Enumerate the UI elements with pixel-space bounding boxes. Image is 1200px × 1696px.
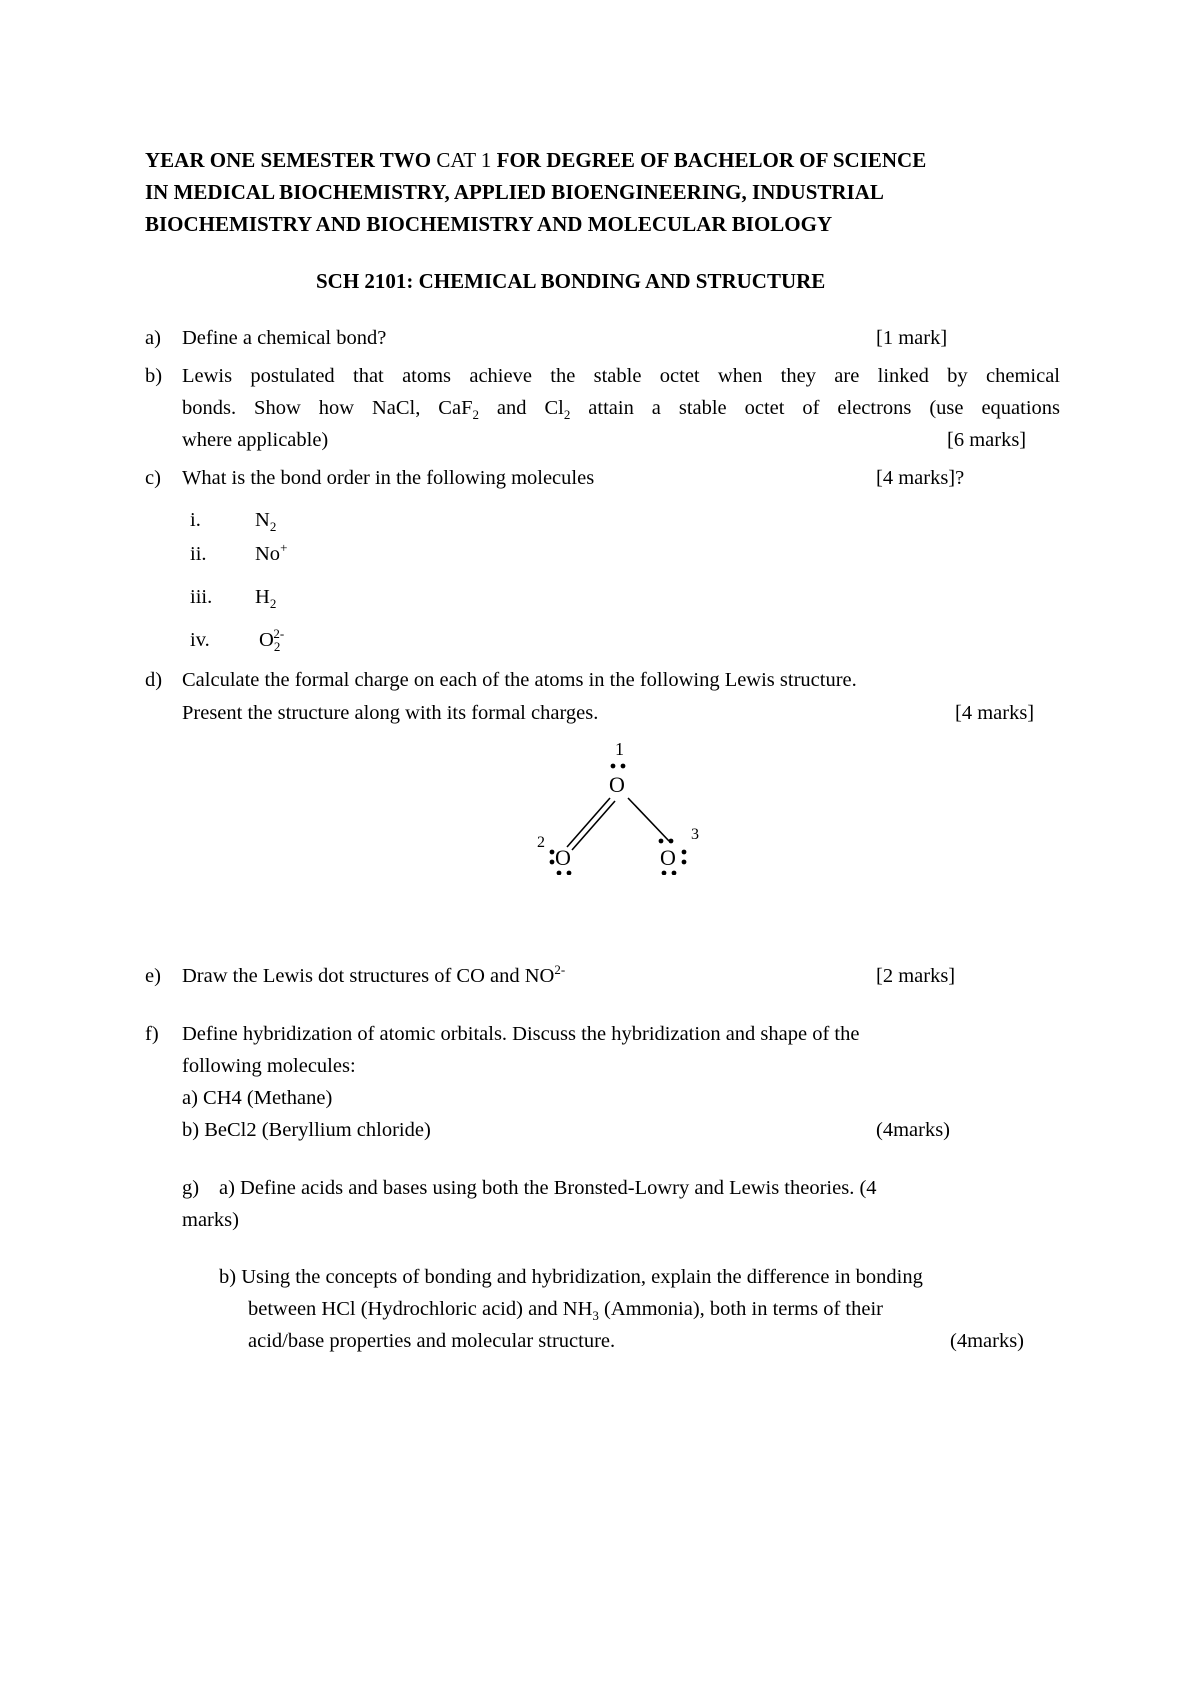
question-b-line-2 <box>182 397 1061 423</box>
cl2-subscript: 2 <box>563 407 571 423</box>
atom-label-1 <box>615 739 624 759</box>
formula-base: O <box>259 629 274 651</box>
question-c-text: What is the bond order in the following molecules <box>182 467 595 489</box>
no-charge-superscript: 2- <box>554 962 566 978</box>
question-f-line-4: b) BeCl2 (Beryllium chloride) <box>182 1119 431 1141</box>
question-c-label: c) <box>145 467 161 489</box>
formula-base: No <box>255 543 281 565</box>
course-title: SCH 2101: CHEMICAL BONDING AND STRUCTURE <box>316 269 826 293</box>
question-b-marks: [6 marks] <box>947 429 1027 451</box>
list-item-number: iii. <box>190 586 213 608</box>
list-item-number: iv. <box>190 629 210 651</box>
question-f-marks: (4marks) <box>876 1119 951 1141</box>
question-a-text: Define a chemical bond? <box>182 327 387 349</box>
question-e-label: e) <box>145 965 161 987</box>
atom-label-1-text: 1 <box>615 739 624 759</box>
header-degree: FOR DEGREE OF BACHELOR OF SCIENCE <box>496 148 927 172</box>
question-g-line-1: a) Define acids and bases using both the Bronsted-Lowry and Lewis theories. (4 <box>219 1177 877 1199</box>
question-g-b-line-2-part-b: (Ammonia), both in terms of their <box>598 1298 884 1320</box>
formula-base: H <box>255 586 270 608</box>
question-f-line-1: Define hybridization of atomic orbitals. Discuss the hybridization and shape of the <box>182 1023 860 1045</box>
nh3-subscript: 3 <box>592 1308 599 1324</box>
header-cat: CAT 1 <box>436 148 492 172</box>
question-d-line-1: Calculate the formal charge on each of the atoms in the following Lewis structure. <box>182 669 857 691</box>
list-item-number: ii. <box>190 543 207 565</box>
question-d-marks: [4 marks] <box>955 702 1035 724</box>
formula-subscript: 2 <box>269 596 277 612</box>
question-g-b-line-2 <box>248 1298 884 1324</box>
list-item-number: i. <box>190 509 201 531</box>
formula-superscript: + <box>280 540 288 556</box>
atom-1-symbol: O <box>609 772 625 797</box>
molecule-h2 <box>255 586 277 612</box>
question-d-line-2: Present the structure along with its formal charges. <box>182 702 599 724</box>
header-year-semester: YEAR ONE SEMESTER TWO <box>145 148 432 172</box>
question-g-label: g) <box>182 1177 200 1199</box>
molecule-no-plus <box>255 540 288 565</box>
question-c-marks: [4 marks]? <box>876 467 965 489</box>
question-g-b-line-1: b) Using the concepts of bonding and hybridization, explain the difference in bonding <box>219 1266 923 1288</box>
question-e-text-main: Draw the Lewis dot structures of CO and NO <box>182 965 555 987</box>
molecule-n2 <box>255 509 277 535</box>
question-b-line-3: where applicable) <box>182 429 329 451</box>
single-bond-line <box>628 798 669 841</box>
formula-superscript: 2- <box>273 626 285 642</box>
question-g-marks: (4marks) <box>950 1330 1025 1352</box>
formula-base: N <box>255 509 270 531</box>
question-b-line-1: Lewis postulated that atoms achieve the stable octet when they are linked by chemical <box>182 365 1060 387</box>
atom-3-symbol: O <box>660 845 676 870</box>
caf2-subscript: 2 <box>472 407 479 423</box>
question-b-label: b) <box>145 365 163 387</box>
question-e-marks: [2 marks] <box>876 965 956 987</box>
molecule-o2-2minus <box>259 626 285 655</box>
question-f-line-3: a) CH4 (Methane) <box>182 1087 333 1109</box>
question-f-label: f) <box>145 1023 159 1045</box>
question-b-line-2-part-b: and Cl <box>478 397 564 419</box>
atom-2-symbol: O <box>555 845 571 870</box>
dot-pair-atom-1-top <box>611 764 626 769</box>
header-line-3: BIOCHEMISTRY AND BIOCHEMISTRY AND MOLECULAR BIOLOGY <box>145 212 833 236</box>
question-d-label: d) <box>145 669 163 691</box>
formula-subscript: 2 <box>269 519 277 535</box>
question-g-line-2: marks) <box>182 1209 239 1231</box>
atom-label-2: 2 <box>537 834 545 851</box>
question-g-b-line-2-part-a: between HCl (Hydrochloric acid) and NH <box>248 1298 593 1320</box>
question-e-text <box>182 962 566 987</box>
question-a-marks: [1 mark] <box>876 327 948 349</box>
double-bond-line-b <box>572 801 615 850</box>
question-b-line-2-part-a: bonds. Show how NaCl, CaF <box>182 397 473 419</box>
header-line-2: IN MEDICAL BIOCHEMISTRY, APPLIED BIOENGINEERING, INDUSTRIAL <box>145 180 884 204</box>
formula-subscript: 2 <box>273 639 281 655</box>
header-line-1 <box>145 150 926 171</box>
lewis-structure-ozone <box>525 735 725 875</box>
question-g-b-line-3: acid/base properties and molecular structure. <box>248 1330 616 1352</box>
double-bond-line-a <box>567 798 610 847</box>
atom-label-3: 3 <box>691 826 699 843</box>
question-b-line-2-part-c: attain a stable octet of electrons (use equations <box>570 397 1061 419</box>
question-f-line-2: following molecules: <box>182 1055 356 1077</box>
question-a-label: a) <box>145 327 161 349</box>
